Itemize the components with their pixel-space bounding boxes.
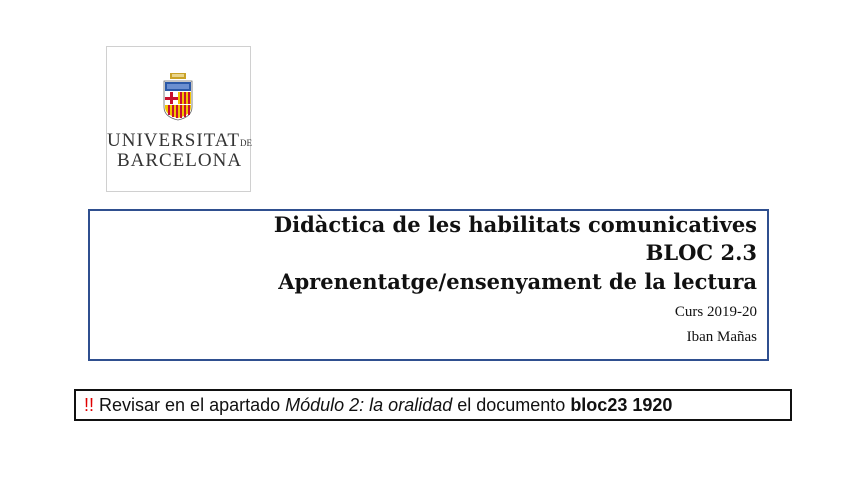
note-document-name: bloc23 1920 — [570, 395, 673, 415]
course-year: Curs 2019-20 — [674, 304, 757, 320]
author-name: Iban Mañas — [686, 329, 757, 345]
university-name-line2: BARCELONA — [116, 150, 243, 171]
university-name-de: DE — [239, 138, 252, 148]
revision-note — [74, 389, 792, 421]
university-crest-icon — [162, 73, 194, 121]
note-module-name: Módulo 2: la oralidad — [285, 395, 453, 415]
exclamation-mark: !! — [84, 395, 95, 415]
note-text-start: Revisar en el apartado — [94, 395, 286, 415]
block-number: BLOC 2.3 — [645, 240, 757, 265]
subject-title: Didàctica de les habilitats comunicatives — [273, 212, 757, 237]
note-text-middle: el documento — [452, 395, 571, 415]
block-title: Aprenentatge/ensenyament de la lectura — [278, 269, 757, 294]
university-name-line1: UNIVERSITATDE — [107, 130, 252, 151]
title-box — [88, 209, 769, 361]
university-logo — [106, 46, 251, 192]
